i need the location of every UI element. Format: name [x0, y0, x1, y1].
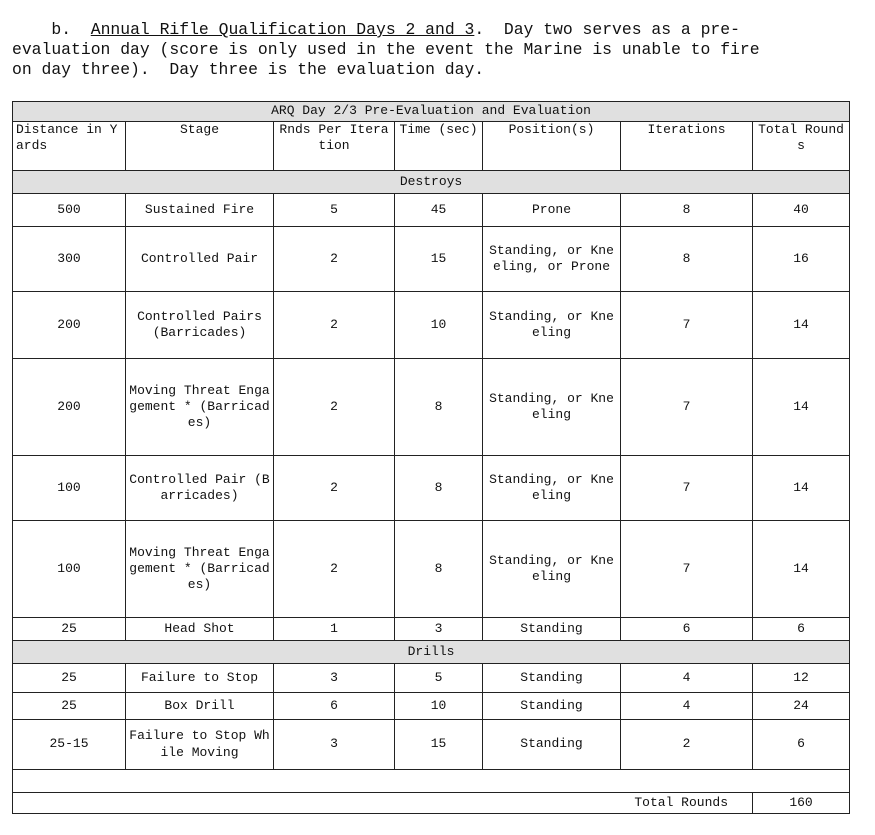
cell-distance: 25 [13, 618, 126, 641]
cell-iterations: 7 [621, 521, 753, 618]
table-row [13, 618, 850, 641]
cell-position: Standing [483, 664, 621, 693]
cell-distance: 100 [13, 521, 126, 618]
cell-time: 15 [395, 720, 483, 770]
cell-position: Standing [483, 720, 621, 770]
cell-stage: Controlled Pair [126, 227, 274, 292]
cell-distance: 300 [13, 227, 126, 292]
cell-time: 8 [395, 359, 483, 456]
cell-rounds: 2 [274, 227, 395, 292]
header-total-rounds: Total Rounds [753, 122, 850, 171]
cell-position: Standing [483, 618, 621, 641]
cell-distance: 25 [13, 693, 126, 720]
header-positions: Position(s) [483, 122, 621, 171]
cell-total: 6 [753, 720, 850, 770]
header-stage: Stage [126, 122, 274, 171]
cell-position: Standing, or Kneeling, or Prone [483, 227, 621, 292]
cell-time: 8 [395, 521, 483, 618]
table-row [13, 227, 850, 292]
cell-rounds: 2 [274, 521, 395, 618]
intro-paragraph [12, 20, 862, 80]
cell-distance: 200 [13, 359, 126, 456]
cell-iterations: 7 [621, 292, 753, 359]
cell-stage: Head Shot [126, 618, 274, 641]
table-row [13, 456, 850, 521]
table-row [13, 521, 850, 618]
cell-time: 10 [395, 693, 483, 720]
cell-iterations: 2 [621, 720, 753, 770]
cell-rounds: 2 [274, 292, 395, 359]
paragraph-line1-rest: . Day two serves as a pre- [474, 20, 740, 39]
cell-distance: 100 [13, 456, 126, 521]
cell-position: Standing, or Kneeling [483, 359, 621, 456]
cell-stage: Sustained Fire [126, 194, 274, 227]
cell-distance: 25-15 [13, 720, 126, 770]
cell-position: Standing, or Kneeling [483, 292, 621, 359]
cell-stage: Failure to Stop [126, 664, 274, 693]
paragraph-line3: on day three). Day three is the evaluation day. [12, 60, 485, 79]
cell-time: 8 [395, 456, 483, 521]
arq-table [12, 101, 850, 814]
cell-iterations: 4 [621, 693, 753, 720]
cell-position: Standing [483, 693, 621, 720]
cell-stage: Failure to Stop While Moving [126, 720, 274, 770]
blank-cell [13, 770, 850, 793]
header-rounds-per-iteration: Rnds Per Iteration [274, 122, 395, 171]
cell-rounds: 2 [274, 456, 395, 521]
table-title-row [13, 102, 850, 122]
header-iterations: Iterations [621, 122, 753, 171]
cell-iterations: 7 [621, 456, 753, 521]
cell-rounds: 3 [274, 720, 395, 770]
cell-total: 14 [753, 359, 850, 456]
cell-rounds: 1 [274, 618, 395, 641]
cell-stage: Moving Threat Engagement * (Barricades) [126, 359, 274, 456]
cell-total: 14 [753, 292, 850, 359]
cell-distance: 500 [13, 194, 126, 227]
cell-total: 12 [753, 664, 850, 693]
cell-total: 14 [753, 521, 850, 618]
cell-time: 15 [395, 227, 483, 292]
table-title: ARQ Day 2/3 Pre-Evaluation and Evaluation [13, 102, 850, 122]
table-row [13, 664, 850, 693]
paragraph-label: b. [51, 20, 72, 39]
table-row [13, 359, 850, 456]
cell-stage: Box Drill [126, 693, 274, 720]
total-label: Total Rounds [13, 793, 753, 814]
cell-time: 5 [395, 664, 483, 693]
table-row [13, 693, 850, 720]
cell-rounds: 5 [274, 194, 395, 227]
cell-iterations: 4 [621, 664, 753, 693]
total-row [13, 793, 850, 814]
cell-time: 45 [395, 194, 483, 227]
cell-rounds: 2 [274, 359, 395, 456]
cell-distance: 200 [13, 292, 126, 359]
total-value: 160 [753, 793, 850, 814]
header-time: Time (sec) [395, 122, 483, 171]
section-title: Destroys [13, 171, 850, 194]
cell-position: Standing, or Kneeling [483, 521, 621, 618]
cell-iterations: 8 [621, 194, 753, 227]
cell-time: 3 [395, 618, 483, 641]
section-title: Drills [13, 641, 850, 664]
cell-position: Standing, or Kneeling [483, 456, 621, 521]
blank-row [13, 770, 850, 793]
paragraph-line2: evaluation day (score is only used in the event the Marine is unable to fire [12, 40, 760, 59]
cell-total: 14 [753, 456, 850, 521]
cell-rounds: 6 [274, 693, 395, 720]
cell-position: Prone [483, 194, 621, 227]
cell-stage: Controlled Pair (Barricades) [126, 456, 274, 521]
cell-total: 6 [753, 618, 850, 641]
cell-total: 24 [753, 693, 850, 720]
section-row [13, 171, 850, 194]
cell-distance: 25 [13, 664, 126, 693]
cell-iterations: 6 [621, 618, 753, 641]
cell-stage: Moving Threat Engagement * (Barricades) [126, 521, 274, 618]
cell-total: 16 [753, 227, 850, 292]
cell-rounds: 3 [274, 664, 395, 693]
table-row [13, 194, 850, 227]
section-row [13, 641, 850, 664]
cell-time: 10 [395, 292, 483, 359]
cell-stage: Controlled Pairs (Barricades) [126, 292, 274, 359]
cell-total: 40 [753, 194, 850, 227]
cell-iterations: 8 [621, 227, 753, 292]
cell-iterations: 7 [621, 359, 753, 456]
table-row [13, 720, 850, 770]
table-header-row [13, 122, 850, 171]
table-row [13, 292, 850, 359]
header-distance: Distance in Yards [13, 122, 126, 171]
paragraph-heading: Annual Rifle Qualification Days 2 and 3 [90, 20, 475, 39]
